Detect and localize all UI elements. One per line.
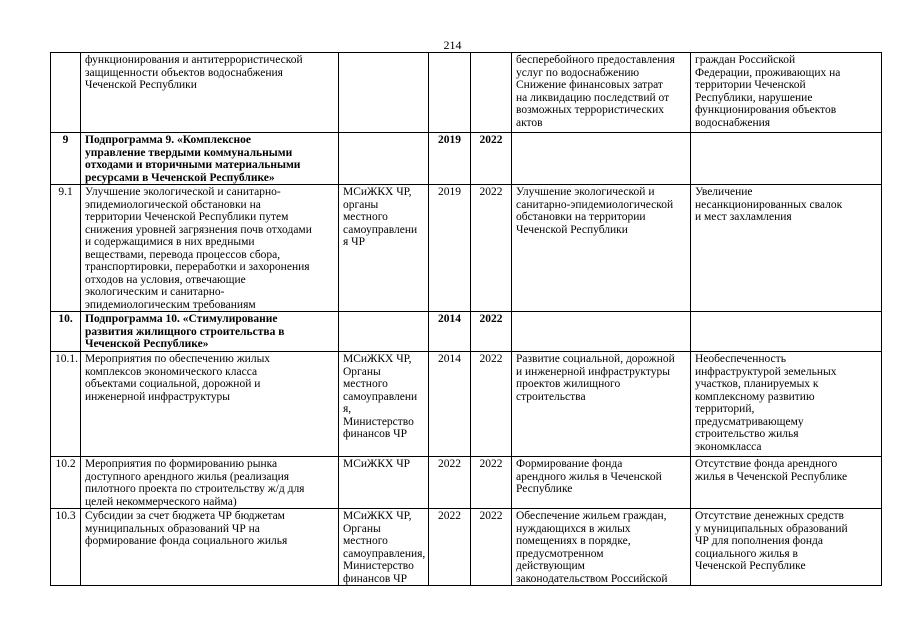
executor [339, 312, 429, 352]
start-year: 2014 [429, 352, 471, 457]
row-number: 9.1 [51, 185, 81, 312]
risk-consequence [691, 133, 882, 185]
risk-consequence: граждан Российской Федерации, проживающих на территории Чеченской Республики, нарушение функционирования объектов водоснабжения [691, 53, 882, 133]
risk-consequence: Отсутствие фонда арендного жилья в Чеченской Республике [691, 457, 882, 509]
end-year [471, 53, 512, 133]
measure-name: Улучшение экологической и санитарно- эпидемиологической обстановки на территории Чеченской Республики путем снижения уровней загрязнения почв отходами и содержащимися в них вредными веществами, перевода процессов сбора, транспортировки, переработки и захоронения отходов на условия, отвечающие экологическим и санитарно- эпидемиологическим требованиям [81, 185, 339, 312]
expected-result: бесперебойного предоставления услуг по водоснабжению Снижение финансовых затрат на ликвидацию последствий от возможных террористических актов [512, 53, 691, 133]
start-year [429, 53, 471, 133]
end-year: 2022 [471, 185, 512, 312]
subprogram-row [51, 312, 882, 352]
end-year: 2022 [471, 312, 512, 352]
expected-result [512, 312, 691, 352]
expected-result: Формирование фонда арендного жилья в Чеченской Республике [512, 457, 691, 509]
end-year: 2022 [471, 352, 512, 457]
start-year: 2014 [429, 312, 471, 352]
measure-name: Мероприятия по обеспечению жилых комплексов экономического класса объектами социальной, дорожной и инженерной инфраструктуры [81, 352, 339, 457]
program-table [50, 52, 882, 586]
row-number: 10.3 [51, 509, 81, 586]
start-year: 2022 [429, 457, 471, 509]
subprogram-row [51, 133, 882, 185]
risk-consequence: Увеличение несанкционированных свалок и мест захламления [691, 185, 882, 312]
measure-name: Мероприятия по формированию рынка доступного арендного жилья (реализация пилотного проекта по строительству ж/д для целей некоммерческого найма) [81, 457, 339, 509]
subprogram-title: Подпрограмма 10. «Стимулирование развития жилищного строительства в Чеченской Республике» [81, 312, 339, 352]
executor: МСиЖКХ ЧР, органы местного самоуправлени я ЧР [339, 185, 429, 312]
end-year: 2022 [471, 457, 512, 509]
table-row [51, 457, 882, 509]
row-number: 10.2 [51, 457, 81, 509]
start-year: 2019 [429, 133, 471, 185]
table-row [51, 352, 882, 457]
start-year: 2022 [429, 509, 471, 586]
risk-consequence: Отсутствие денежных средств у муниципальных образований ЧР для пополнения фонда социального жилья в Чеченской Республике [691, 509, 882, 586]
end-year: 2022 [471, 133, 512, 185]
expected-result: Улучшение экологической и санитарно-эпидемиологической обстановки на территории Чеченской Республики [512, 185, 691, 312]
measure-name: функционирования и антитеррористической защищенности объектов водоснабжения Чеченской Республики [81, 53, 339, 133]
executor [339, 53, 429, 133]
risk-consequence [691, 312, 882, 352]
subprogram-title: Подпрограмма 9. «Комплексное управление твердыми коммунальными отходами и вторичными материальными ресурсами в Чеченской Республике» [81, 133, 339, 185]
table-row [51, 509, 882, 586]
expected-result: Развитие социальной, дорожной и инженерной инфраструктуры проектов жилищного строительства [512, 352, 691, 457]
measure-name: Субсидии за счет бюджета ЧР бюджетам муниципальных образований ЧР на формирование фонда социального жилья [81, 509, 339, 586]
row-number: 10. [51, 312, 81, 352]
page-number: 214 [443, 38, 462, 52]
executor [339, 133, 429, 185]
executor: МСиЖКХ ЧР, Органы местного самоуправления, Министерство финансов ЧР [339, 509, 429, 586]
risk-consequence: Необеспеченность инфраструктурой земельных участков, планируемых к комплексному развитию территорий, предусматривающему строительство жилья экономкласса [691, 352, 882, 457]
executor: МСиЖКХ ЧР, Органы местного самоуправлени я, Министерство финансов ЧР [339, 352, 429, 457]
row-number [51, 53, 81, 133]
start-year: 2019 [429, 185, 471, 312]
expected-result [512, 133, 691, 185]
executor: МСиЖКХ ЧР [339, 457, 429, 509]
expected-result: Обеспечение жильем граждан, нуждающихся в жилых помещениях в порядке, предусмотренном действующим законодательством Российской [512, 509, 691, 586]
row-number: 9 [51, 133, 81, 185]
end-year: 2022 [471, 509, 512, 586]
row-number: 10.1. [51, 352, 81, 457]
table-row [51, 53, 882, 133]
table-row [51, 185, 882, 312]
